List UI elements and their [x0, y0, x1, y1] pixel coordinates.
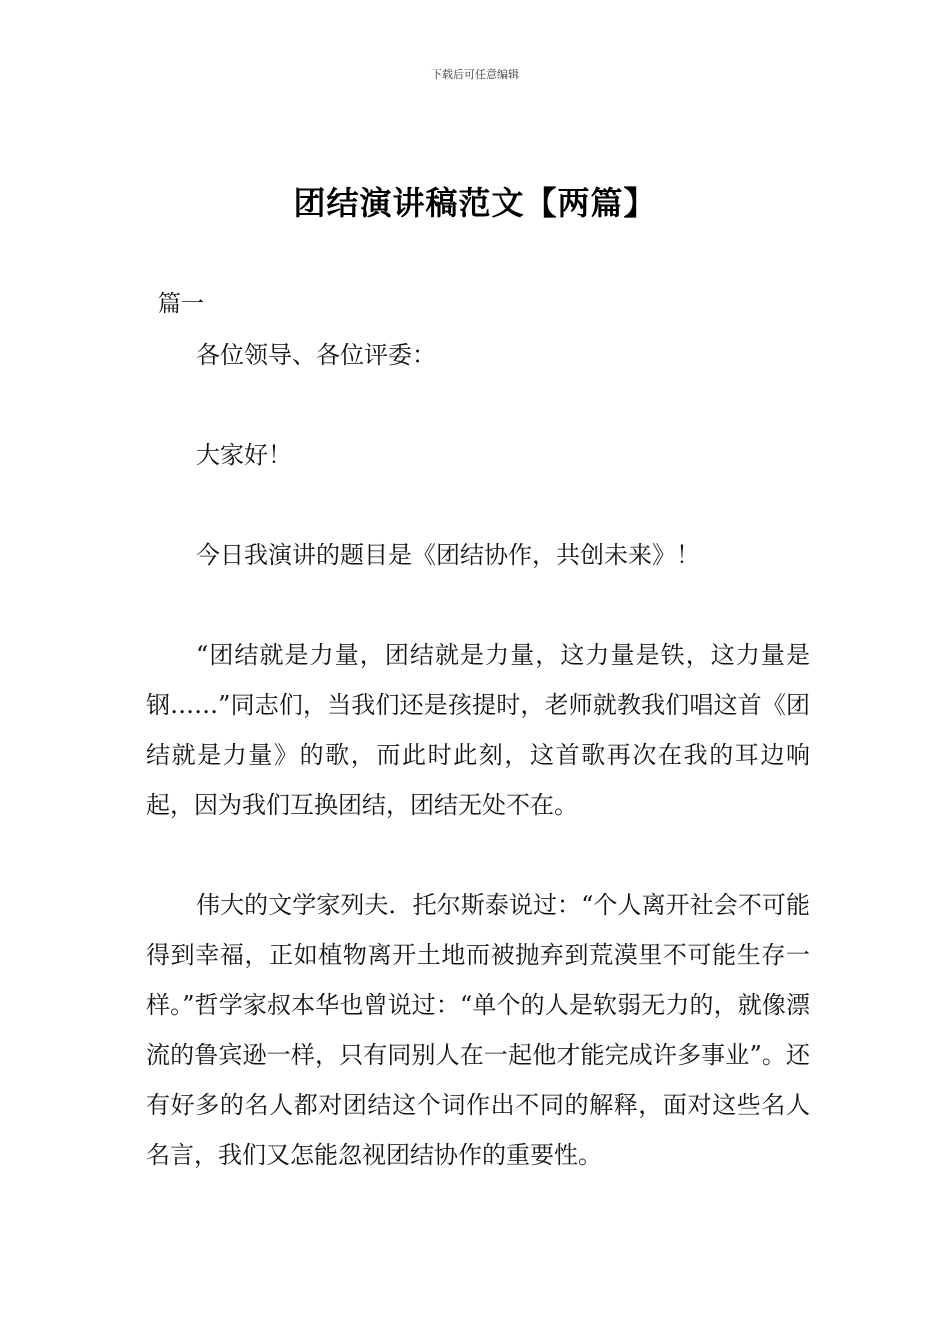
paragraph-topic: 今日我演讲的题目是《团结协作，共创未来》！ — [196, 541, 700, 569]
paragraph-greeting: 大家好！ — [196, 441, 292, 469]
paragraph-salutation: 各位领导、各位评委： — [196, 341, 436, 369]
paragraph-song: “团结就是力量，团结就是力量，这力量是铁，这力量是钢……”同志们，当我们还是孩提时，老师就教我们唱这首《团结就是力量》的歌，而此时此刻，这首歌再次在我的耳边响起，因为我们互换团结，团结无处不在。 — [146, 641, 810, 819]
document-body — [146, 330, 810, 1180]
header-note: 下载后可任意编辑 — [431, 68, 519, 81]
document-title: 团结演讲稿范文【两篇】 — [293, 184, 657, 222]
section-label: 篇一 — [158, 291, 204, 317]
paragraph-quotes: 伟大的文学家列夫．托尔斯泰说过：“个人离开社会不可能得到幸福，正如植物离开土地而被抛弃到荒漠里不可能生存一样。”哲学家叔本华也曾说过：“单个的人是软弱无力的，就像漂流的鲁宾逊一样，只有同别人在一起他才能完成许多事业”。还有好多的名人都对团结这个词作出不同的解释，面对这些名人名言，我们又怎能忽视团结协作的重要性。 — [146, 891, 810, 1169]
